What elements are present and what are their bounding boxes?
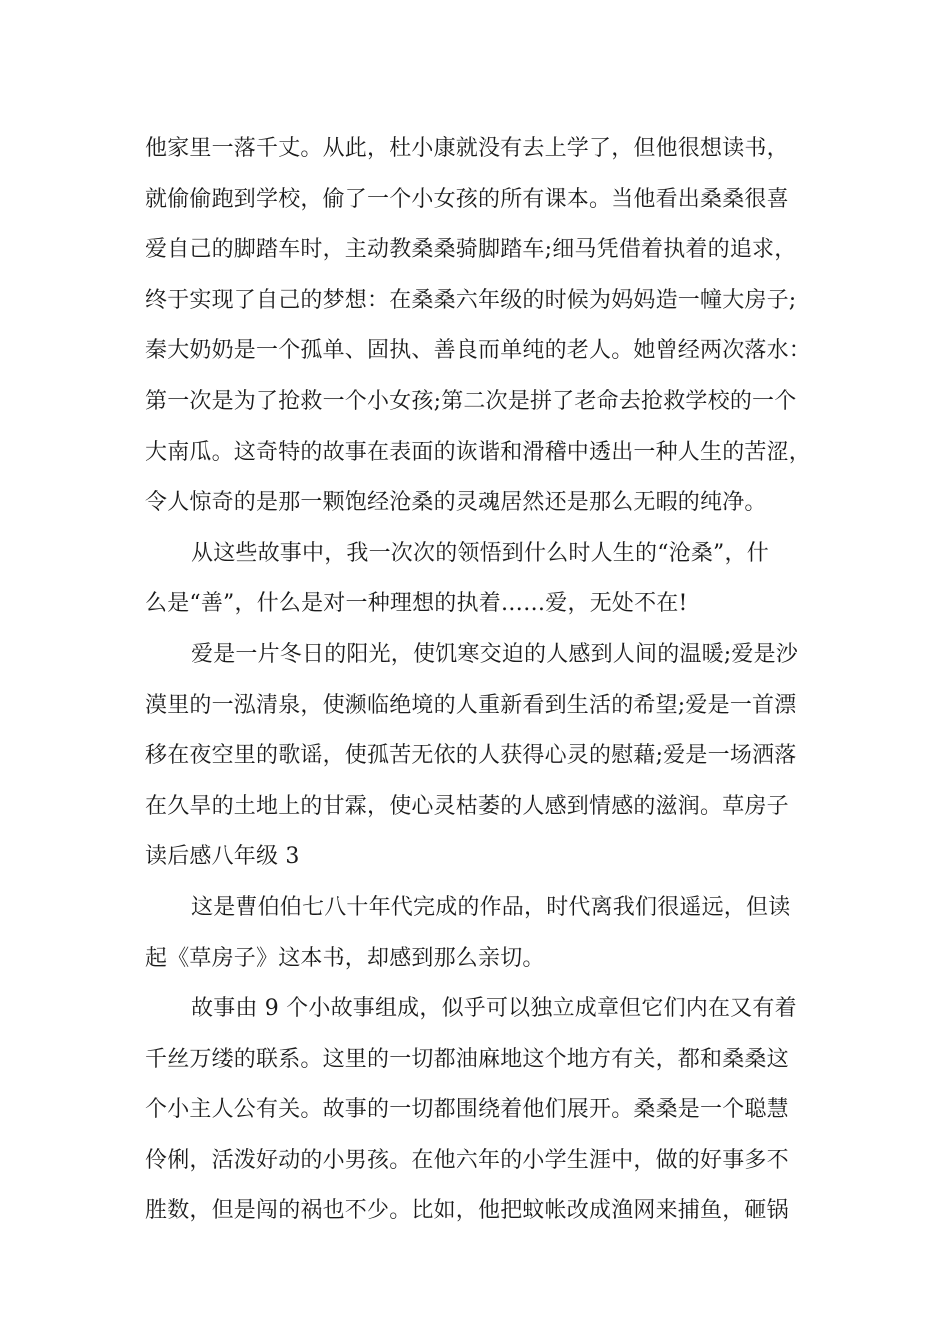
paragraph-first-line: 这是曹伯伯七八十年代完成的作品，时代离我们很遥远，但读 (191, 894, 791, 920)
text-line: 么是“善”，什么是对一种理想的执着……爱，无处不在! (145, 591, 688, 617)
body-text (145, 124, 825, 1237)
text-line: 读后感八年级 3 (145, 844, 300, 870)
text-line: 秦大奶奶是一个孤单、固执、善良而单纯的老人。她曾经两次落水： (145, 338, 812, 364)
text-line: 移在夜空里的歌谣，使孤苦无依的人获得心灵的慰藉;爱是一场洒落 (145, 743, 797, 769)
paragraph-first-line: 故事由 9 个小故事组成，似乎可以独立成章但它们内在又有着 (191, 996, 797, 1022)
text-line: 他家里一落千丈。从此，杜小康就没有去上学了，但他很想读书， (145, 136, 789, 161)
text-line: 大南瓜。这奇特的故事在表面的诙谐和滑稽中透出一种人生的苦涩， (145, 439, 812, 465)
text-line: 令人惊奇的是那一颗饱经沧桑的灵魂居然还是那么无暇的纯净。 (145, 490, 767, 516)
text-line: 个小主人公有关。故事的一切都围绕着他们展开。桑桑是一个聪慧 (145, 1097, 789, 1123)
text-line: 胜数，但是闯的祸也不少。比如，他把蚊帐改成渔网来捕鱼，砸锅 (145, 1198, 789, 1224)
text-line: 起《草房子》这本书，却感到那么亲切。 (145, 945, 545, 971)
text-line: 伶俐，活泼好动的小男孩。在他六年的小学生涯中，做的好事多不 (145, 1147, 789, 1173)
paragraph-first-line: 从这些故事中，我一次次的领悟到什么时人生的“沧桑”，什 (191, 540, 769, 566)
text-line: 爱自己的脚踏车时，主动教桑桑骑脚踏车;细马凭借着执着的追求， (145, 237, 797, 263)
text-line: 第一次是为了抢救一个小女孩;第二次是拼了老命去抢救学校的一个 (145, 388, 797, 414)
text-line: 千丝万缕的联系。这里的一切都油麻地这个地方有关，都和桑桑这 (145, 1046, 789, 1072)
text-line: 就偷偷跑到学校，偷了一个小女孩的所有课本。当他看出桑桑很喜 (145, 186, 789, 212)
paragraph-first-line: 爱是一片冬日的阳光，使饥寒交迫的人感到人间的温暖;爱是沙 (191, 641, 799, 667)
text-line: 在久旱的土地上的甘霖，使心灵枯萎的人感到情感的滋润。草房子 (145, 793, 789, 819)
text-line: 终于实现了自己的梦想：在桑桑六年级的时候为妈妈造一幢大房子; (145, 287, 797, 313)
text-line: 漠里的一泓清泉，使濒临绝境的人重新看到生活的希望;爱是一首漂 (145, 692, 797, 718)
